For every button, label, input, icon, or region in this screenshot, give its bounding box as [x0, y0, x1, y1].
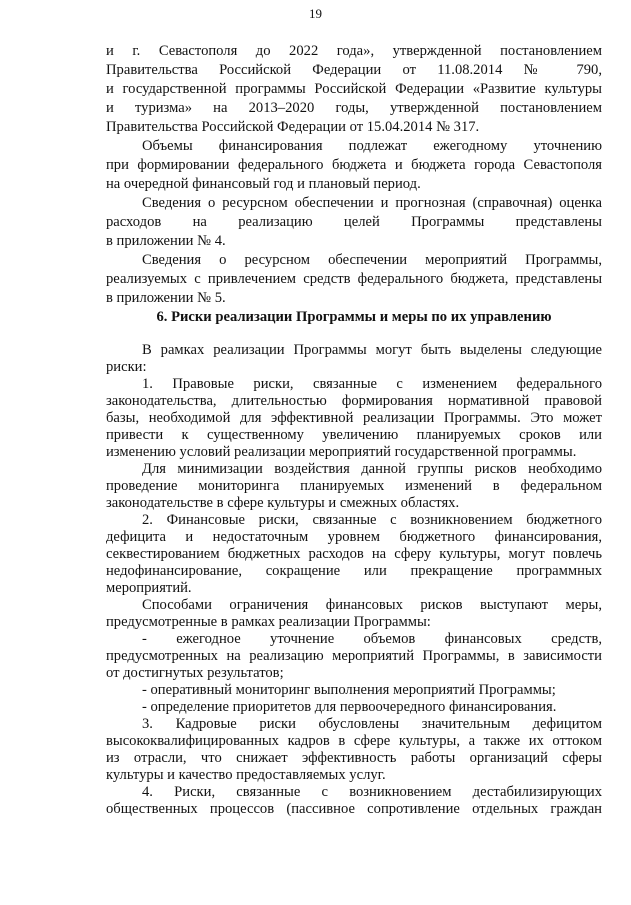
text-line: и государственной программы Российской Федерации «Развитие культуры	[106, 81, 602, 97]
text-line: культуры и качество предоставляемых услуг.	[106, 767, 386, 783]
text-line: предусмотренных на реализацию мероприятий Программы, в зависимости	[106, 648, 602, 664]
text-line: в приложении № 5.	[106, 290, 226, 306]
text-line: изменению условий реализации мероприятий государственной программы.	[106, 444, 577, 460]
text-line: предусмотренные в рамках реализации Программы:	[106, 614, 431, 630]
text-line: 4. Риски, связанные с возникновением дестабилизирующих	[142, 784, 602, 800]
text-line: Объемы финансирования подлежат ежегодному уточнению	[142, 138, 602, 154]
text-line: реализуемых с привлечением средств федерального бюджета, представлены	[106, 271, 602, 287]
text-line: и туризма» на 2013–2020 годы, утвержденной постановлением	[106, 100, 602, 116]
text-line: Для минимизации воздействия данной группы рисков необходимо	[142, 461, 602, 477]
text-line: в приложении № 4.	[106, 233, 226, 249]
text-line: из отрасли, что снижает эффективность работы организаций сферы	[106, 750, 602, 766]
text-line: и г. Севастополя до 2022 года», утвержденной постановлением	[106, 43, 602, 59]
text-line: 2. Финансовые риски, связанные с возникновением бюджетного	[142, 512, 602, 528]
text-line: В рамках реализации Программы могут быть выделены следующие	[142, 342, 602, 358]
text-line: 1. Правовые риски, связанные с изменением федерального	[142, 376, 602, 392]
text-line: - оперативный мониторинг выполнения мероприятий Программы;	[142, 682, 556, 698]
text-line: привести к существенному увеличению планируемых сроков или	[106, 427, 602, 443]
text-line: законодательства, длительностью формирования нормативной правовой	[106, 393, 602, 409]
text-line: - определение приоритетов для первоочередного финансирования.	[142, 699, 557, 715]
text-line: высококвалифицированных кадров в сфере культуры, а также их оттоком	[106, 733, 602, 749]
text-line: Сведения о ресурсном обеспечении и прогнозная (справочная) оценка	[142, 195, 602, 211]
text-line: от достигнутых результатов;	[106, 665, 284, 681]
text-line: Правительства Российской Федерации от 15.04.2014 № 317.	[106, 119, 480, 135]
text-line: - ежегодное уточнение объемов финансовых средств,	[142, 631, 602, 647]
text-line: общественных процессов (пассивное сопротивление отдельных граждан	[106, 801, 602, 817]
text-line: на очередной финансовый год и плановый период.	[106, 176, 421, 192]
text-line: проведение мониторинга планируемых изменений в федеральном	[106, 478, 602, 494]
text-line: секвестированием бюджетных расходов на сферу культуры, могут повлечь	[106, 546, 602, 562]
page-number: 19	[309, 6, 322, 21]
text-line: расходов на реализацию целей Программы представлены	[106, 214, 602, 230]
text-line: при формировании федерального бюджета и бюджета города Севастополя	[106, 157, 602, 173]
text-line: базы, необходимой для эффективной реализации Программы. Это может	[106, 410, 602, 426]
text-line: риски:	[106, 359, 147, 375]
text-line: 3. Кадровые риски обусловлены значительным дефицитом	[142, 716, 602, 732]
text-line: Способами ограничения финансовых рисков выступают меры,	[142, 597, 602, 613]
text-line: Сведения о ресурсном обеспечении мероприятий Программы,	[142, 252, 602, 268]
text-line: законодательстве в сфере культуры и смежных областях.	[106, 495, 460, 511]
text-line: недофинансирование, сокращение или прекращение программных	[106, 563, 602, 579]
section-heading: 6. Риски реализации Программы и меры по их управлению	[156, 309, 552, 325]
text-line: Правительства Российской Федерации от 11.08.2014 № 790,	[106, 62, 602, 78]
text-line: мероприятий.	[106, 580, 192, 596]
text-line: дефицита и недостаточным уровнем бюджетного финансирования,	[106, 529, 602, 545]
